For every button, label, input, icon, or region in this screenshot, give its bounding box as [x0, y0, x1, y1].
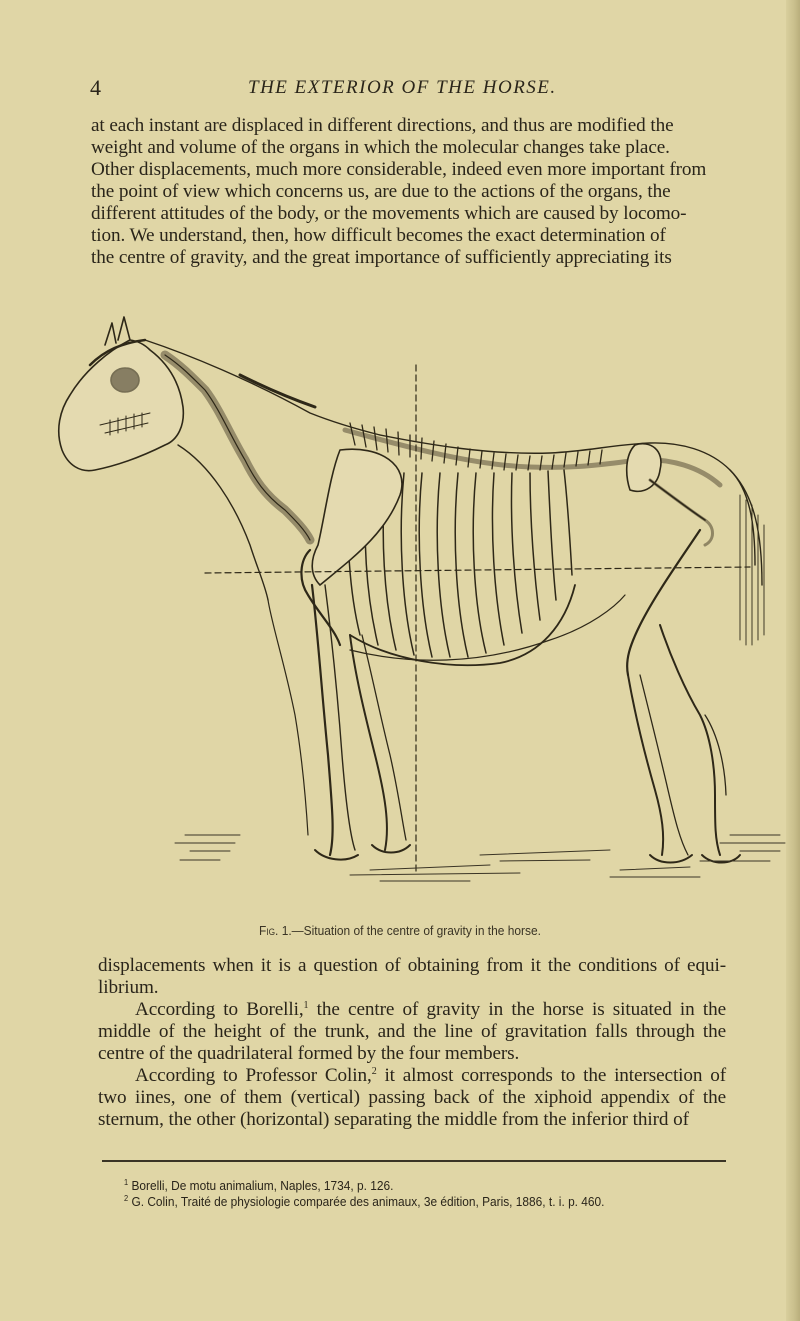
horse-skeleton-figure — [50, 295, 790, 885]
text-line: the centre of gravity, and the great importance of sufficiently appreciating its — [91, 247, 672, 268]
paragraph-bottom — [98, 955, 726, 1131]
footnotes — [124, 1178, 701, 1210]
text-line: Other displacements, much more considerable, indeed even more important from — [91, 159, 707, 180]
figure-label: Fig. 1. — [259, 923, 292, 938]
text-span: According to Borelli, — [135, 999, 304, 1020]
footnote-divider — [102, 1160, 726, 1162]
spine-drawing — [345, 423, 755, 565]
page-number: 4 — [90, 75, 101, 100]
paragraph-top — [91, 115, 725, 269]
footnote-text: G. Colin, Traité de physiologie comparée des animaux, 3e édition, Paris, 1886, t. i. p. 460. — [131, 1194, 605, 1209]
running-title: THE EXTERIOR OF THE HORSE. — [248, 77, 557, 98]
text-line: tion. We understand, then, how difficult becomes the exact determination of — [91, 225, 666, 246]
running-head — [0, 75, 800, 105]
footnote-marker: 1 — [124, 1178, 129, 1187]
text-line: at each instant are displaced in different directions, and thus are modified the — [91, 115, 674, 136]
text-line: weight and volume of the organs in which the molecular changes take place. — [91, 137, 670, 158]
footnote-ref-1[interactable]: 1 — [303, 1000, 309, 1011]
horizontal-gravity-line — [205, 567, 750, 573]
footnote-ref-2[interactable]: 2 — [371, 1066, 377, 1077]
gravity-lines — [205, 365, 750, 875]
footnote-marker: 2 — [124, 1194, 129, 1203]
figure-caption — [32, 923, 768, 938]
footnote-text: Borelli, De motu animalium, Naples, 1734, p. 126. — [131, 1178, 394, 1193]
text-line: displacements when it is a question of obtaining from it the conditions of equi- — [98, 955, 726, 976]
ground-shading — [175, 835, 785, 881]
footnote-1 — [124, 1178, 701, 1194]
footnote-2 — [124, 1194, 701, 1210]
paragraph-borelli — [98, 999, 726, 1065]
text-line: the point of view which concerns us, are due to the actions of the organs, the — [91, 181, 671, 202]
paragraph-colin — [98, 1065, 726, 1131]
skull-drawing — [59, 317, 184, 471]
text-span: it almost corresponds to the intersection of two iines, one of them (vertical) passing back of the xiphoid appendix of the sternum, the other (horizontal) separating the middle from the inferior third of — [98, 1065, 726, 1130]
text-span: the centre of gravity in the horse is situated in the middle of the height of the trunk, and the line of gravitation falls through the centre of the quadrilateral formed by the four members. — [98, 999, 726, 1064]
text-line: librium. — [98, 977, 159, 998]
text-span: According to Professor Colin, — [135, 1065, 372, 1086]
hindleg-drawing — [350, 444, 764, 863]
text-line: different attitudes of the body, or the movements which are caused by locomo- — [91, 203, 687, 224]
figure-caption-text: —Situation of the centre of gravity in the horse. — [291, 923, 541, 938]
horse-skeleton-illustration — [50, 295, 790, 885]
